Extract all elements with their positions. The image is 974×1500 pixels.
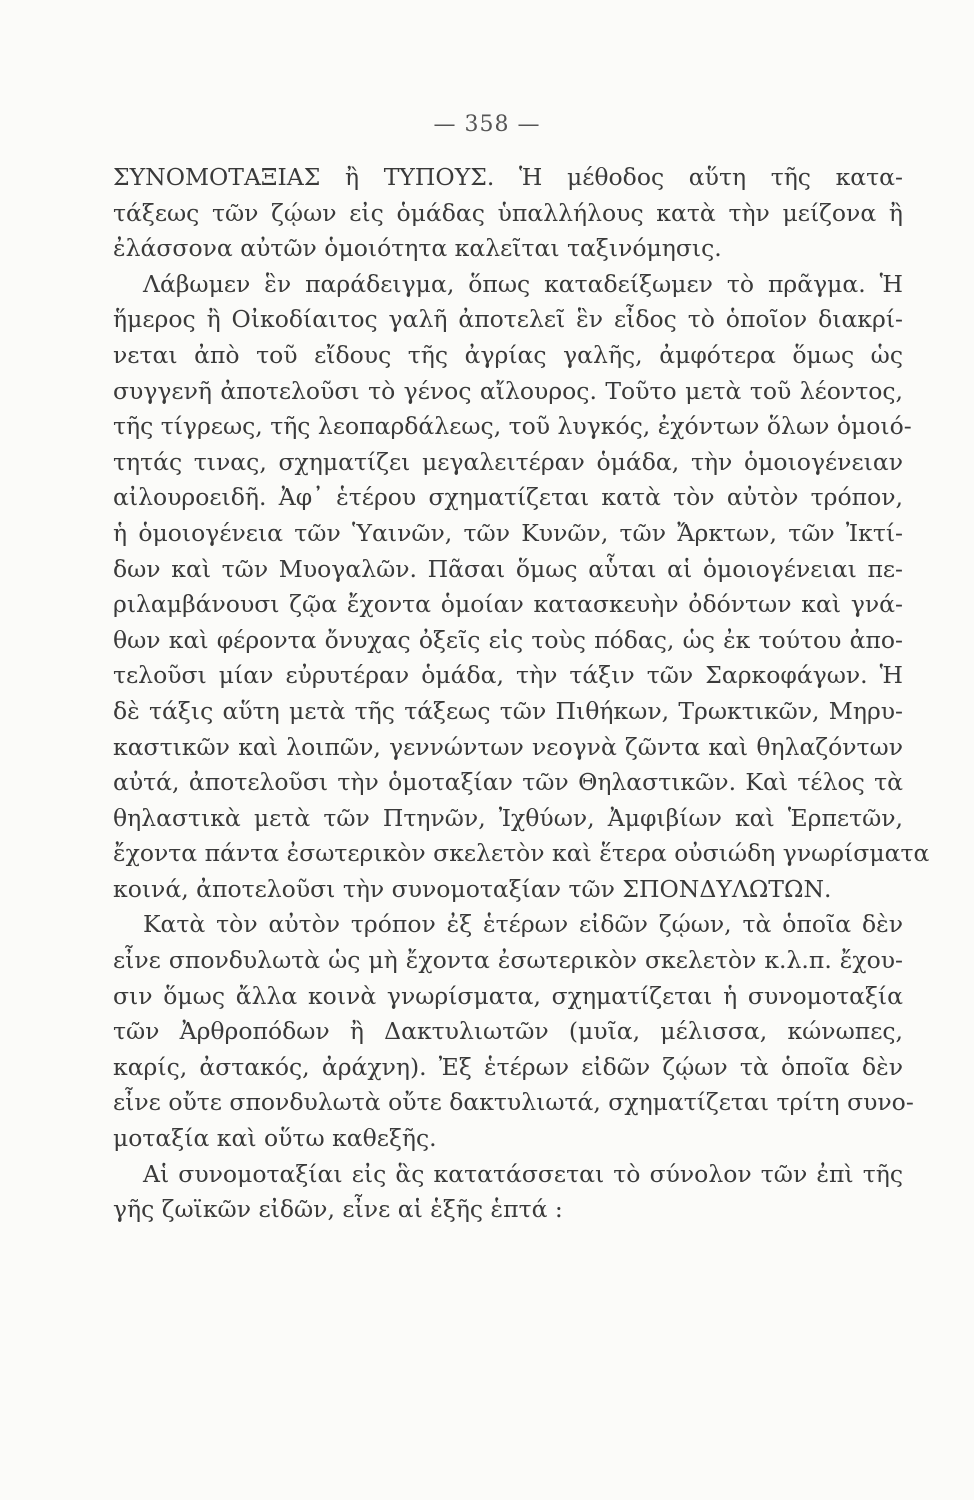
text-line: θηλαστικὰ μετὰ τῶν Πτηνῶν, Ἰχθύων, Ἀμφιβίων καὶ Ἑρπετῶν, bbox=[113, 803, 903, 832]
text-line: σιν ὅμως ἄλλα κοινὰ γνωρίσματα, σχηματίζεται ἡ συνομοταξία bbox=[113, 981, 903, 1010]
text-line: νεται ἀπὸ τοῦ εἴδους τῆς ἀγρίας γαλῆς, ἀμφότερα ὅμως ὡς bbox=[113, 340, 903, 369]
text-line: Κατὰ τὸν αὐτὸν τρόπον ἐξ ἑτέρων εἰδῶν ζῴων, τὰ ὁποῖα δὲν bbox=[143, 910, 903, 939]
body-text bbox=[113, 160, 930, 1228]
text-line: εἶνε οὔτε σπονδυλωτὰ οὔτε δακτυλιωτά, σχηματίζεται τρίτη συνο- bbox=[113, 1088, 914, 1117]
text-line: αὐτά, ἀποτελοῦσι τὴν ὁμοταξίαν τῶν Θηλαστικῶν. Καὶ τέλος τὰ bbox=[113, 768, 903, 797]
text-line: τῆς τίγρεως, τῆς λεοπαρδάλεως, τοῦ λυγκός, ἐχόντων ὅλων ὁμοιό- bbox=[113, 412, 912, 441]
text-line: τῶν Ἀρθροπόδων ἢ Δακτυλιωτῶν (μυῖα, μέλισσα, κώνωπες, bbox=[113, 1017, 903, 1046]
text-line: μοταξία καὶ οὕτω καθεξῆς. bbox=[113, 1124, 437, 1153]
text-line: ἔχοντα πάντα ἐσωτερικὸν σκελετὸν καὶ ἕτερα οὐσιώδη γνωρίσματα bbox=[113, 839, 930, 868]
page-number: — 358 — bbox=[433, 112, 541, 137]
text-line: δὲ τάξις αὕτη μετὰ τῆς τάξεως τῶν Πιθήκων, Τρωκτικῶν, Μηρυ- bbox=[113, 696, 903, 725]
text-line: κοινά, ἀποτελοῦσι τὴν συνομοταξίαν τῶν ΣΠΟΝΔΥΛΩΤΩΝ. bbox=[113, 874, 832, 903]
text-line: καρίς, ἀστακός, ἀράχνη). Ἐξ ἑτέρων εἰδῶν ζῴων τὰ ὁποῖα δὲν bbox=[113, 1052, 903, 1081]
text-line: τητάς τινας, σχηματίζει μεγαλειτέραν ὁμάδα, τὴν ὁμοιογένειαν bbox=[113, 447, 903, 476]
text-line: ἥμερος ἢ Οἰκοδίαιτος γαλῆ ἀποτελεῖ ἓν εἶδος τὸ ὁποῖον διακρί- bbox=[113, 305, 903, 334]
text-line: ριλαμβάνουσι ζῷα ἔχοντα ὁμοίαν κατασκευὴν ὀδόντων καὶ γνά- bbox=[113, 590, 903, 619]
text-line: θων καὶ φέροντα ὄνυχας ὀξεῖς εἰς τοὺς πόδας, ὡς ἐκ τούτου ἀπο- bbox=[113, 625, 903, 654]
text-line: δων καὶ τῶν Μυογαλῶν. Πᾶσαι ὅμως αὗται αἱ ὁμοιογένειαι πε- bbox=[113, 554, 903, 583]
text-line: ΣΥΝΟΜΟΤΑΞΙΑΣ ἢ ΤΥΠΟΥΣ. Ἡ μέθοδος αὕτη τῆς κατα- bbox=[113, 163, 903, 191]
text-line: ἡ ὁμοιογένεια τῶν Ὑαινῶν, τῶν Κυνῶν, τῶν Ἄρκτων, τῶν Ἰκτί- bbox=[113, 518, 903, 547]
text-line: τελοῦσι μίαν εὐρυτέραν ὁμάδα, τὴν τάξιν τῶν Σαρκοφάγων. Ἡ bbox=[113, 661, 903, 690]
text-line: Αἱ συνομοταξίαι εἰς ἃς κατατάσσεται τὸ σύνολον τῶν ἐπὶ τῆς bbox=[143, 1159, 903, 1188]
text-line: Λάβωμεν ἓν παράδειγμα, ὅπως καταδείξωμεν τὸ πρᾶγμα. Ἡ bbox=[143, 269, 903, 298]
text-line: καστικῶν καὶ λοιπῶν, γεννώντων νεογνὰ ζῶντα καὶ θηλαζόντων bbox=[113, 732, 903, 761]
text-line: συγγενῆ ἀποτελοῦσι τὸ γένος αἴλουρος. Τοῦτο μετὰ τοῦ λέοντος, bbox=[113, 376, 903, 405]
text-line: εἶνε σπονδυλωτὰ ὡς μὴ ἔχοντα ἐσωτερικὸν σκελετὸν κ.λ.π. ἔχου- bbox=[113, 946, 903, 975]
text-line: ἐλάσσονα αὐτῶν ὁμοιότητα καλεῖται ταξινόμησις. bbox=[113, 234, 722, 263]
text-line: γῆς ζωϊκῶν εἰδῶν, εἶνε αἱ ἑξῆς ἑπτά : bbox=[113, 1195, 563, 1224]
text-line: αἰλουροειδῆ. Ἀφ᾽ ἑτέρου σχηματίζεται κατὰ τὸν αὐτὸν τρόπον, bbox=[113, 483, 903, 512]
text-line: τάξεως τῶν ζῴων εἰς ὁμάδας ὑπαλλήλους κατὰ τὴν μείζονα ἢ bbox=[113, 198, 903, 227]
